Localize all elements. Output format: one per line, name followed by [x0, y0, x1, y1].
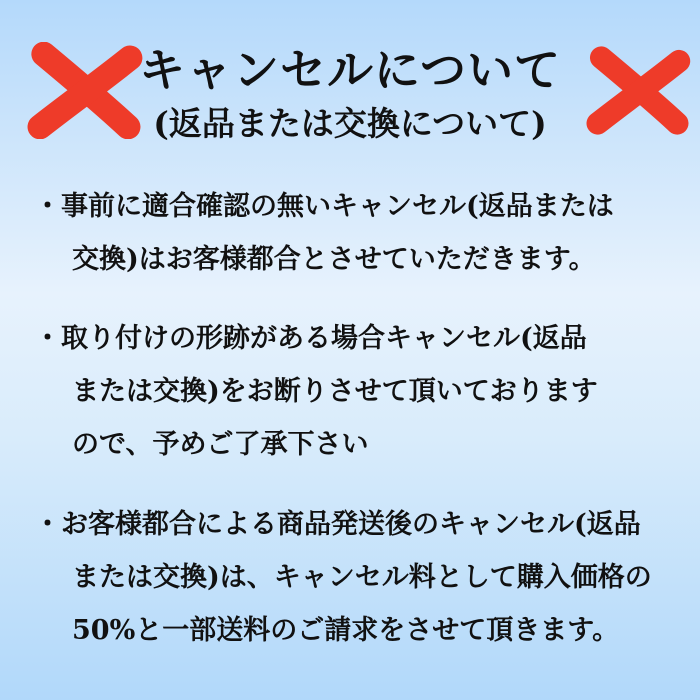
policy-text-line: 交換)はお客様都合とさせていただきます。 — [72, 244, 596, 275]
policy-text-line: ・事前に適合確認の無いキャンセル(返品または — [34, 191, 614, 222]
page-title: キャンセルについて — [138, 43, 562, 97]
cross-x-icon — [577, 42, 698, 139]
policy-text-line: または交換)をお断りさせて頂いております — [72, 376, 598, 407]
policy-text-line: ・取り付けの形跡がある場合キャンセル(返品 — [34, 323, 587, 354]
policy-item-precheck — [34, 180, 614, 286]
policy-text-line: 50%と一部送料のご請求をさせて頂きます。 — [72, 615, 620, 646]
policy-text-line: ので、予めご了承下さい — [72, 429, 369, 460]
page-subtitle: (返品または交換について) — [153, 104, 547, 143]
policy-item-after-shipping — [34, 498, 652, 657]
policy-text-line: または交換)は、キャンセル料として購入価格の — [72, 562, 652, 593]
policy-item-installed — [34, 312, 598, 471]
policy-text-line: ・お客様都合による商品発送後のキャンセル(返品 — [34, 509, 641, 540]
